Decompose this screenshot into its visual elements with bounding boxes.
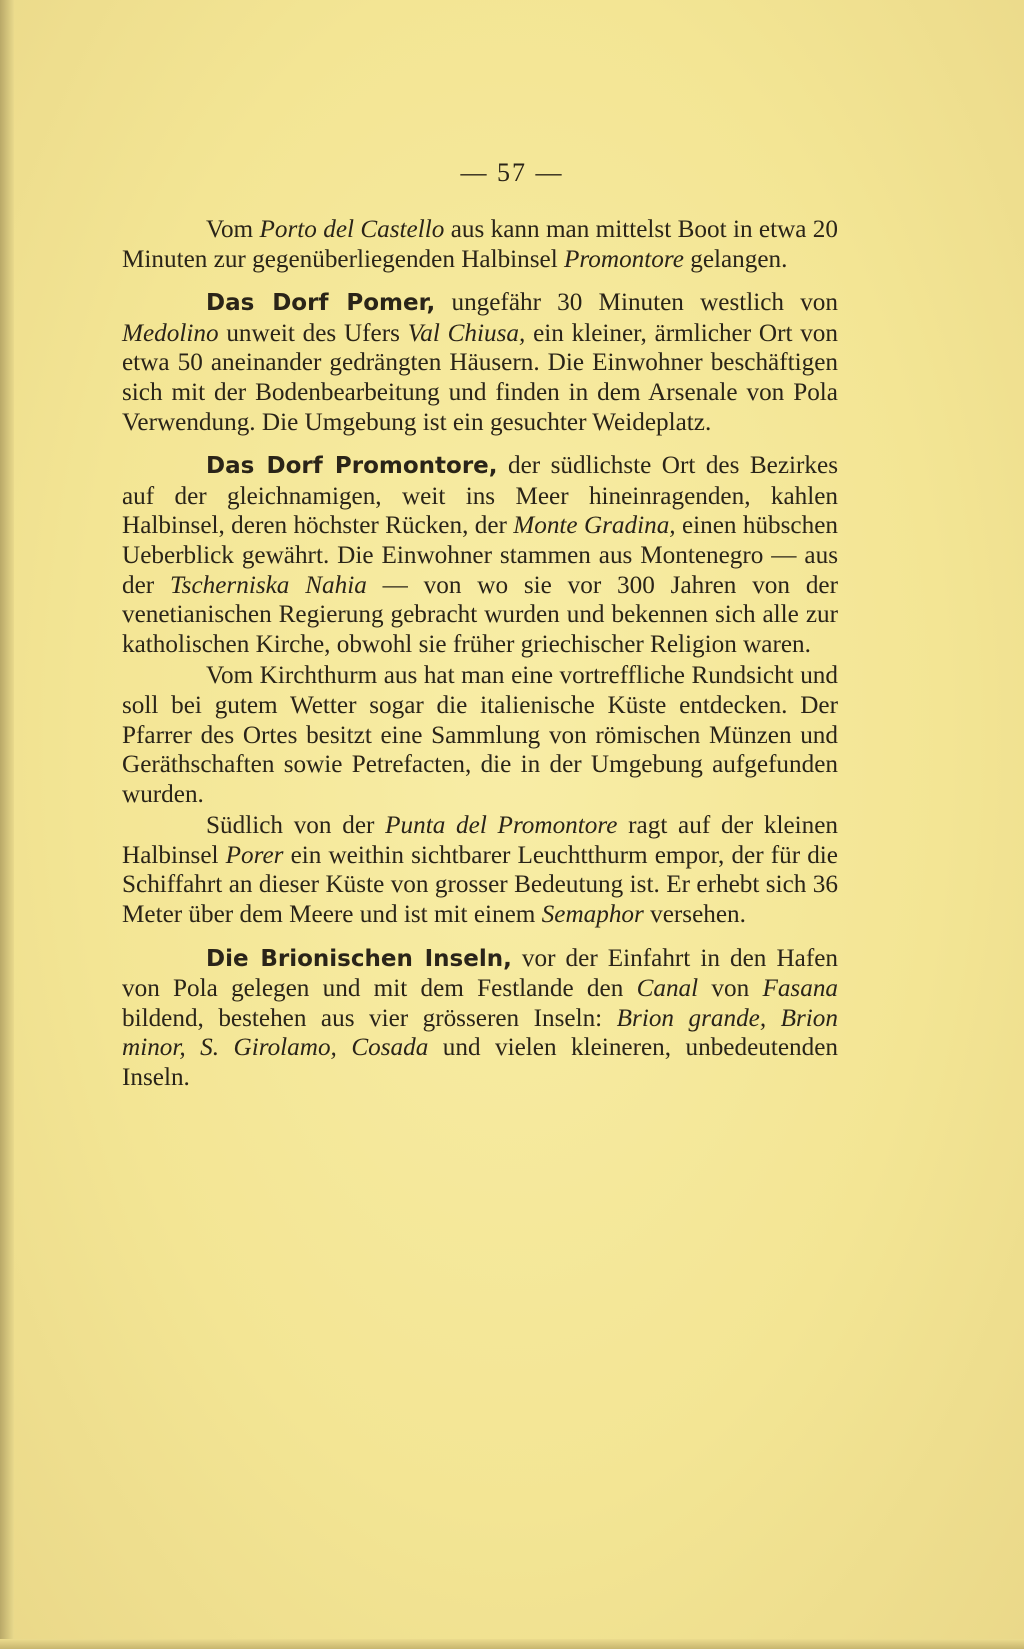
text-run: gelangen. [683,245,788,273]
italic-term: Punta del Promontore [385,812,618,840]
text-run: einen hübschen Ueberblick gewährt. Die Einwohner stammen aus Montenegro — aus der [122,512,838,599]
paragraph [122,451,838,659]
section-heading: Das Dorf Promontore, [206,453,498,480]
italic-term: Medolino [122,319,219,347]
paragraph [122,811,838,929]
text-run: und vielen kleineren, unbedeutenden Inseln. [122,1034,838,1092]
text-run: von [698,975,763,1003]
italic-term: Promontore [564,245,684,273]
section-heading: Das Dorf Pomer, [206,290,436,317]
italic-term: Val Chiusa, [407,319,526,347]
paragraph [122,215,838,274]
text-run: Südlich von der [206,812,386,840]
paragraph [122,288,838,437]
text-run: unweit des Ufers [218,319,408,347]
italic-term: Monte Gradina, [513,512,676,540]
italic-term: Porto del Castello [259,216,445,243]
italic-term: Tscherniska Nahia [169,571,367,599]
text-run: vor der Einfahrt in den Hafen von Pola gelegen und mit dem Festlande den [122,944,839,1003]
text-run: Vom [206,216,260,243]
paragraph [122,944,838,1093]
text-run: aus kann man mittelst Boot in etwa 20 Minuten zur gegenüberliegenden Halbinsel [122,216,838,273]
text-run: ungefähr 30 Minuten westlich von [435,289,838,317]
italic-term: Canal [636,975,699,1003]
page-left-edge [0,0,14,1649]
italic-term: Semaphor [541,901,644,929]
page-number: — 57 — [460,158,564,187]
page-bottom-edge [0,1639,1024,1649]
italic-term: Fasana [762,975,839,1003]
italic-term: Brion grande, Brion minor, S. Girolamo, Cosada [122,1004,838,1062]
text-run: ragt auf der kleinen Halbinsel [122,812,838,869]
text-run: ein weithin sichtbarer Leuchtthurm empor, der für die Schiffahrt an dieser Küste von grosser Bedeutung ist. Er erhebt sich 36 Meter über dem Meere und ist mit einem [122,841,838,929]
text-run: bildend, bestehen aus vier grösseren Inseln: [122,1004,617,1032]
body-text [122,215,838,1093]
italic-term: Porer [225,841,284,869]
text-run: ein kleiner, ärmlicher Ort von etwa 50 aneinander gedrängten Häusern. Die Einwohner beschäftigen sich mit der Bodenbearbeitung und finden in dem Arsenale von Pola Verwendung. Die Umgebung ist ein gesuchter Weideplatz. [122,319,838,436]
text-run: Vom Kirchthurm aus hat man eine vortreffliche Rundsicht und soll bei gutem Wetter sogar die italienische Küste entdecken. Der Pfarrer des Ortes besitzt eine Sammlung von römischen Münzen und Geräthschaften sowie Petrefacten, die in der Umgebung aufgefunden wurden. [122,662,838,808]
text-run: der südlichste Ort des Bezirkes auf der gleichnamigen, weit ins Meer hineinragenden, kahlen Halbinsel, deren höchster Rücken, der [122,452,838,540]
text-run: — von wo sie vor 300 Jahren von der venetianischen Regierung gebracht wurden und bekennen sich alle zur katholischen Kirche, obwohl sie früher griechischer Religion waren. [122,571,838,658]
section-heading: Die Brionischen Inseln, [206,945,512,972]
paragraph [122,661,838,809]
text-run: versehen. [643,901,746,929]
